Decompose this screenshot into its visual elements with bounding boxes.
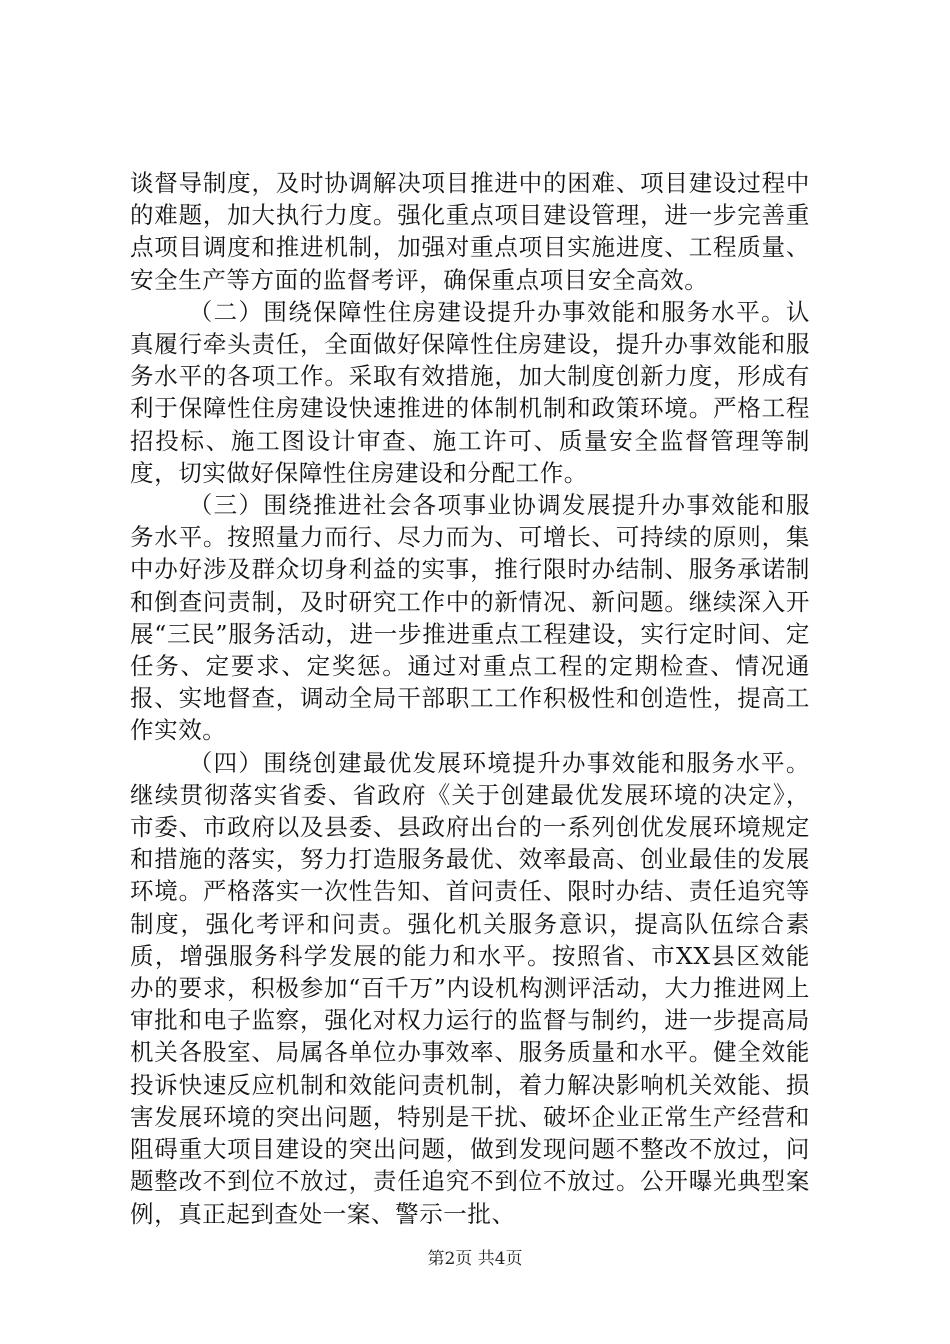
paragraph-section-2: （二）围绕保障性住房建设提升办事效能和服务水平。认真履行牵头责任，全面做好保障性住房建设，提升办事效能和服务水平的各项工作。采取有效措施，加大制度创新力度，形成有利于保障性住房建设快速推进的体制机制和政策环境。严格工程招投标、施工图设计审查、施工许可、质量安全监督管理等制度，切实做好保障性住房建设和分配工作。 [130,297,810,487]
page-number-footer: 第2页 共4页 [427,1249,523,1269]
paragraph-section-4: （四）围绕创建最优发展环境提升办事效能和服务水平。继续贯彻落实省委、省政府《关于创建最优发展环境的决定》，市委、市政府以及县委、县政府出台的一系列创优发展环境规定和措施的落实，努力打造服务最优、效率最高、创业最佳的发展环境。严格落实一次性告知、首问责任、限时办结、责任追究等制度，强化考评和问责。强化机关服务意识，提高队伍综合素质，增强服务科学发展的能力和水平。按照省、市XX县区效能办的要求，积极参加“百千万”内设机构测评活动，大力推进网上审批和电子监察，强化对权力运行的监督与制约，进一步提高局机关各股室、局属各单位办事效率、服务质量和水平。健全效能投诉快速反应机制和效能问责机制，着力解决影响机关效能、损害发展环境的突出问题，特别是干扰、破坏企业正常生产经营和阻碍重大项目建设的突出问题，做到发现问题不整改不放过，问题整改不到位不放过，责任追究不到位不放过。公开曝光典型案例，真正起到查处一案、警示一批、 [130,748,810,1228]
document-body [130,167,810,1230]
paragraph-continued: 谈督导制度，及时协调解决项目推进中的困难、项目建设过程中的难题，加大执行力度。强化重点项目建设管理，进一步完善重点项目调度和推进机制，加强对重点项目实施进度、工程质量、安全生产等方面的监督考评，确保重点项目安全高效。 [130,169,810,294]
paragraph-section-3: （三）围绕推进社会各项事业协调发展提升办事效能和服务水平。按照量力而行、尽力而为、可增长、可持续的原则，集中办好涉及群众切身利益的实事，推行限时办结制、服务承诺制和倒查问责制，及时研究工作中的新情况、新问题。继续深入开展“三民”服务活动，进一步推进重点工程建设，实行定时间、定任务、定要求、定奖惩。通过对重点工程的定期检查、情况通报、实地督查，调动全局干部职工工作积极性和创造性，提高工作实效。 [130,491,810,745]
